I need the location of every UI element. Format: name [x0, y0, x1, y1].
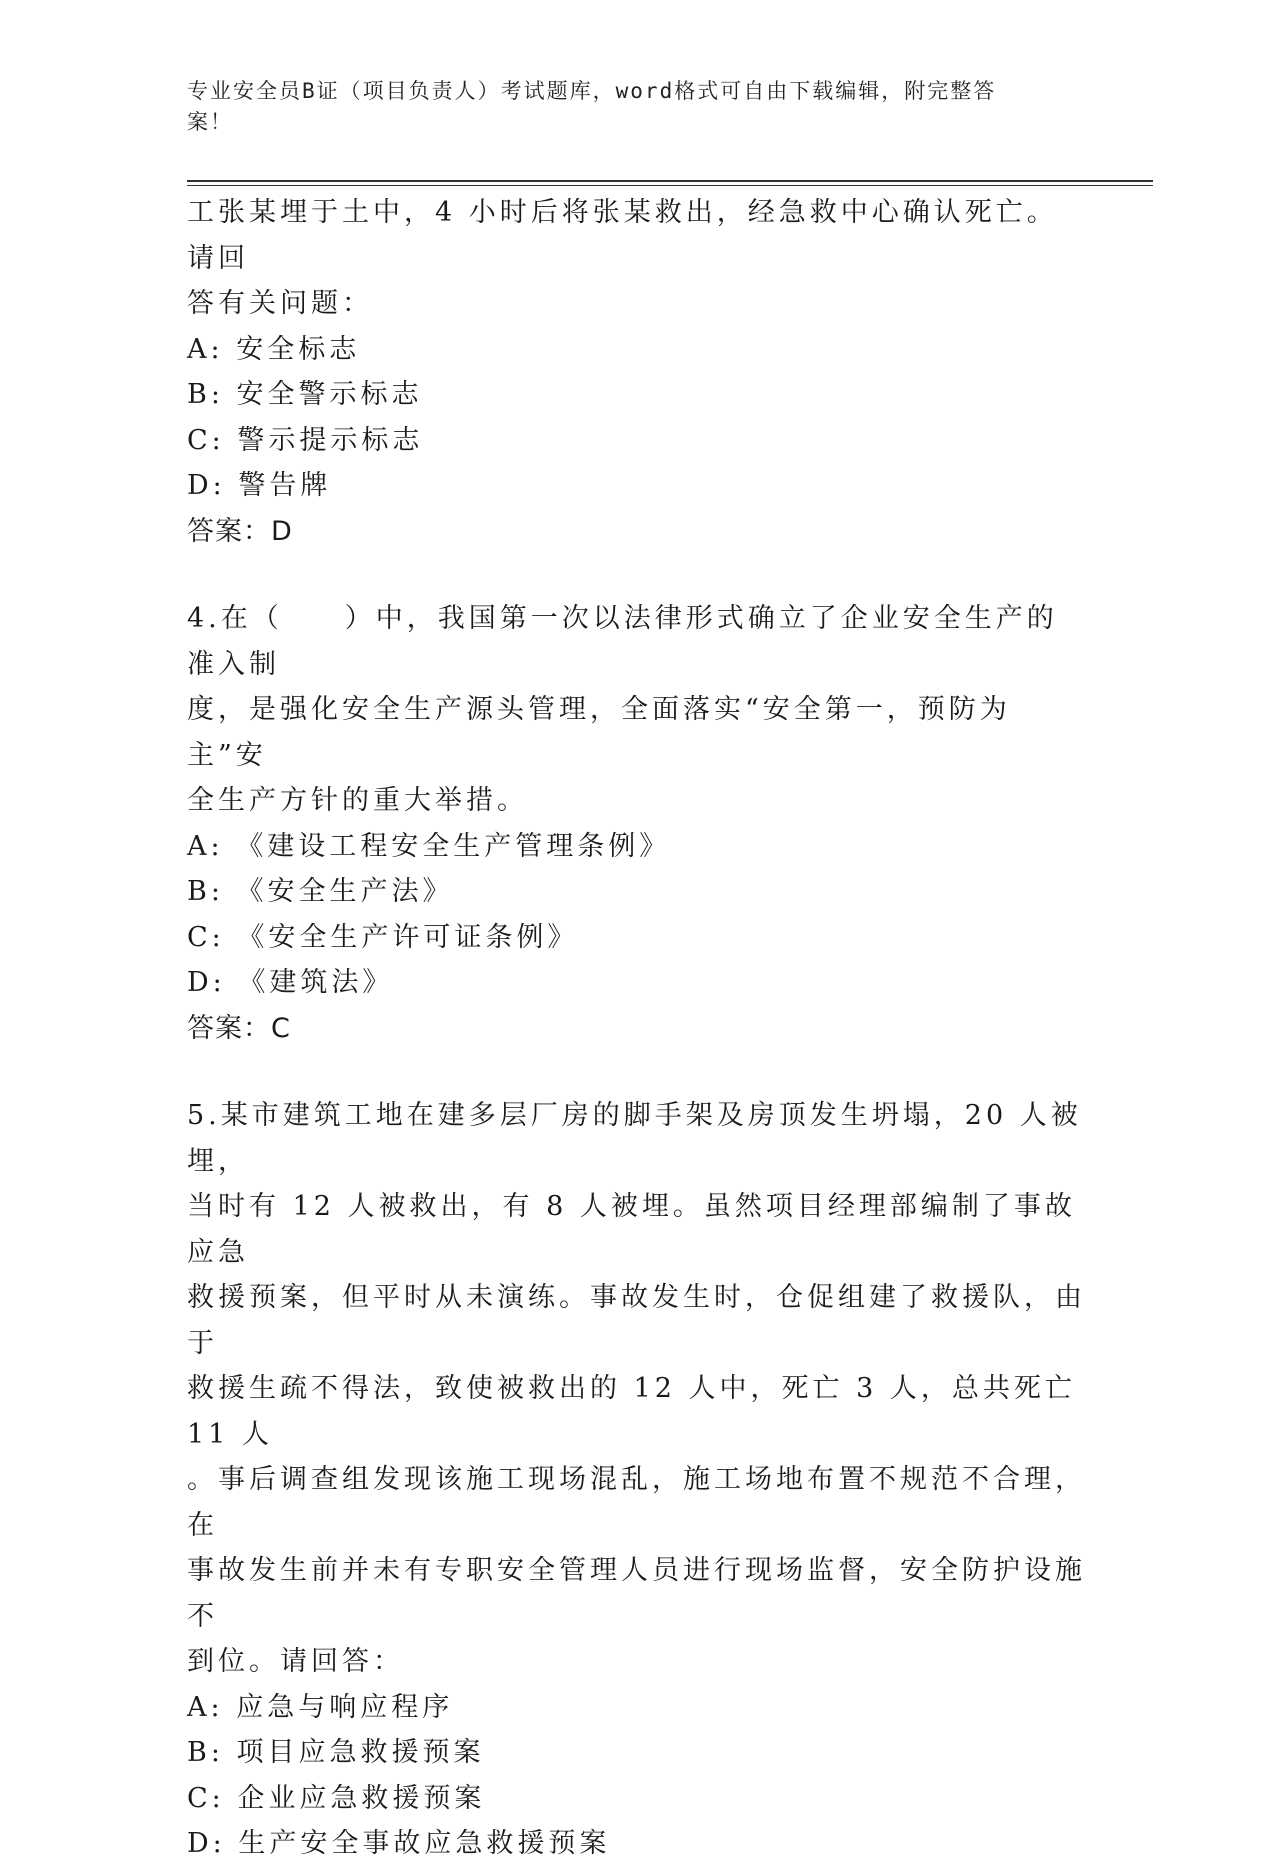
question-stem-line: 到位。请回答： [187, 1646, 404, 1677]
option-label: C: [187, 424, 225, 456]
option-label: D: [187, 470, 226, 501]
option-text: 《安全生产许可证条例》 [237, 921, 579, 953]
option-text: 警示提示标志 [237, 424, 424, 456]
option-b [187, 372, 1087, 418]
option-label: C: [187, 921, 225, 953]
answer: 答案：C [187, 1012, 291, 1044]
question-stem-line: 救援生疏不得法，致使被救出的 12 人中，死亡 3 人，总共死亡 11 人 [187, 1373, 1076, 1450]
question-stem-line: 当时有 12 人被救出，有 8 人被埋。虽然项目经理部编制了事故应急 [187, 1191, 1076, 1268]
option-c [187, 915, 1087, 961]
question-stem-line: 。事后调查组发现该施工现场混乱，施工场地布置不规范不合理，在 [187, 1464, 1086, 1541]
option-text: 安全标志 [236, 333, 361, 365]
option-label: D: [187, 967, 226, 998]
question-stem-line: 4.在（ ）中，我国第一次以法律形式确立了企业安全生产的准入制 [187, 603, 1058, 680]
option-b [187, 869, 1087, 915]
option-a [187, 1685, 1087, 1731]
header-divider-thick [187, 180, 1153, 182]
option-label: A: [187, 1691, 224, 1723]
option-text: 《建筑法》 [238, 967, 394, 998]
option-b [187, 1730, 1087, 1776]
option-label: B: [187, 1737, 224, 1768]
option-label: C: [187, 1782, 225, 1814]
question-stem-line: 度，是强化安全生产源头管理，全面落实“安全第一，预防为主”安 [187, 694, 1011, 771]
question-3-tail [187, 190, 1087, 554]
option-d [187, 960, 1087, 1006]
question-5 [187, 1093, 1087, 1867]
document-body [187, 190, 1087, 1867]
question-stem-line: 答有关问题： [187, 288, 373, 319]
option-a [187, 327, 1087, 373]
option-d [187, 463, 1087, 509]
option-label: B: [187, 379, 224, 410]
page-header [187, 76, 1067, 138]
header-divider-thin [187, 185, 1153, 186]
option-text: 企业应急救援预案 [237, 1782, 486, 1814]
option-label: B: [187, 876, 224, 907]
option-text: 安全警示标志 [236, 379, 423, 410]
option-a [187, 824, 1087, 870]
answer: 答案：D [187, 515, 293, 547]
option-c [187, 418, 1087, 464]
option-label: A: [187, 333, 224, 365]
option-text: 警告牌 [238, 470, 332, 501]
header-line-2: 案！ [187, 110, 233, 134]
option-text: 应急与响应程序 [236, 1691, 454, 1723]
question-stem-line: 事故发生前并未有专职安全管理人员进行现场监督，安全防护设施不 [187, 1555, 1086, 1632]
option-text: 《建设工程安全生产管理条例》 [236, 830, 671, 862]
question-stem-line: 5.某市建筑工地在建多层厂房的脚手架及房顶发生坍塌，20 人被埋， [187, 1100, 1082, 1177]
option-text: 生产安全事故应急救援预案 [238, 1828, 611, 1859]
option-c [187, 1776, 1087, 1822]
question-stem-line: 救援预案，但平时从未演练。事故发生时，仓促组建了救援队，由于 [187, 1282, 1086, 1359]
option-label: D: [187, 1828, 226, 1859]
question-stem-line: 全生产方针的重大举措。 [187, 785, 528, 816]
option-text: 《安全生产法》 [236, 876, 454, 907]
question-stem-line: 工张某埋于土中，4 小时后将张某救出，经急救中心确认死亡。请回 [187, 197, 1058, 274]
question-4 [187, 596, 1087, 1051]
option-text: 项目应急救援预案 [236, 1737, 485, 1768]
option-d [187, 1821, 1087, 1867]
option-label: A: [187, 830, 224, 862]
header-line-1: 专业安全员B证（项目负责人）考试题库，word格式可自由下载编辑，附完整答 [187, 79, 997, 103]
